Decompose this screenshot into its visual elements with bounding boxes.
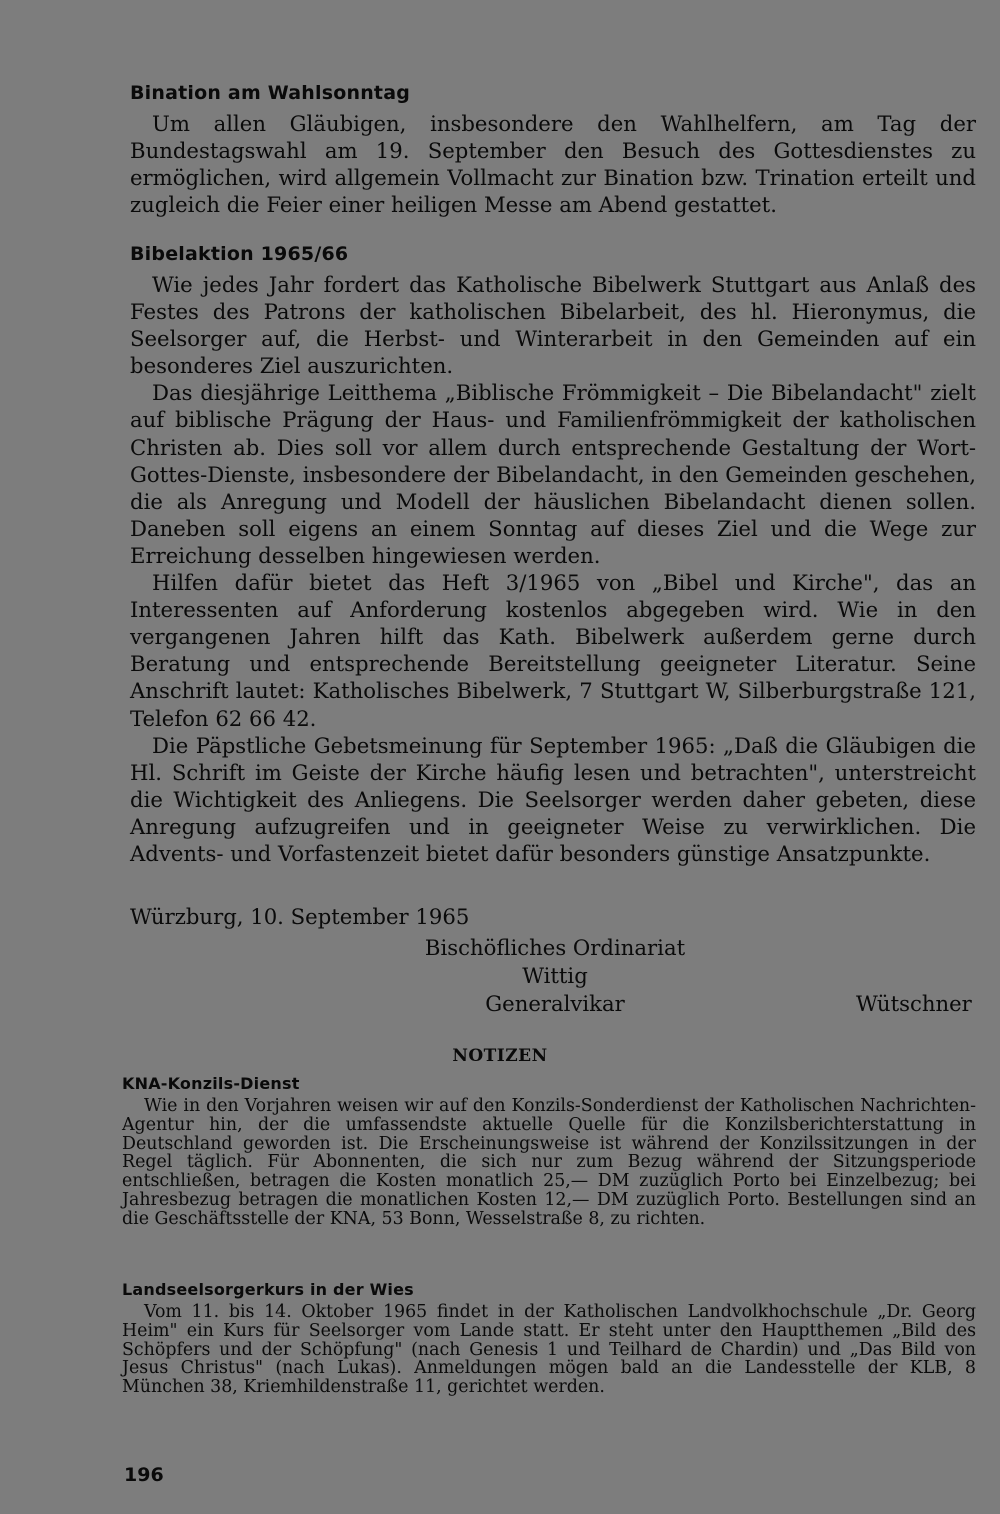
signature-name: Wittig [522, 963, 588, 988]
signature-office: Bischöfliches Ordinariat [424, 935, 686, 960]
place-date: Würzburg, 10. September 1965 [130, 904, 470, 929]
section-heading: KNA-Konzils-Dienst [122, 1074, 300, 1093]
section-heading: Bibelaktion 1965/66 [130, 243, 349, 265]
section-heading: Landseelsorgerkurs in der Wies [122, 1280, 414, 1299]
paragraph: Um allen Gläubigen, insbesondere den Wahlhelfern, am Tag der Bundestagswahl am 19. September den Besuch des Gottesdienstes zu ermöglichen, wird allgemein Vollmacht zur Bination bzw. Trination erteilt und zugleich die Feier einer heiligen Messe am Abend gestattet. [130, 111, 976, 218]
paragraph: Wie in den Vorjahren weisen wir auf den Konzils-Sonderdienst der Katholischen Nachrichten-Agentur hin, der die umfassendste aktuelle Quelle für die Konzilsberichterstattung in Deutschland geworden ist. Die Erscheinungsweise ist während der Konzilssitzungen in der Regel täglich. Für Abonnenten, die sich nur zum Bezug während der Sitzungsperiode entschließen, betragen die Kosten monatlich 25,— DM zuzüglich Porto bei Einzelbezug; bei Jahresbezug betragen die monatlichen Kosten 12,— DM zuzüglich Porto. Bestellungen sind an die Geschäftsstelle der KNA, 53 Bonn, Wesselstraße 8, zu richten. [122, 1096, 976, 1229]
page-number: 196 [124, 1464, 164, 1486]
section-bibelaktion [130, 241, 976, 867]
section-heading: Bination am Wahlsonntag [130, 82, 411, 104]
section-kna [122, 1074, 976, 1229]
paragraph: Wie jedes Jahr fordert das Katholische Bibelwerk Stuttgart aus Anlaß des Festes des Patrons der katholischen Bibelarbeit, des hl. Hieronymus, die Seelsorger auf, die Herbst- und Winterarbeit in den Gemeinden auf ein besonderes Ziel auszurichten. [130, 272, 976, 379]
signature-name-2: Wütschner [856, 991, 972, 1016]
section-bination [130, 80, 976, 218]
paragraph: Die Päpstliche Gebetsmeinung für September 1965: „Daß die Gläubigen die Hl. Schrift im Geiste der Kirche häufig lesen und betrachten", unterstreicht die Wichtigkeit des Anliegens. Die Seelsorger werden daher gebeten, diese Anregung aufzugreifen und in geeigneter Weise zu verwirklichen. Die Advents- und Vorfastenzeit bietet dafür besonders günstige Ansatzpunkte. [130, 732, 976, 866]
notizen-title: NOTIZEN [452, 1046, 548, 1066]
signature-title: Generalvikar [485, 991, 625, 1016]
paragraph: Vom 11. bis 14. Oktober 1965 findet in der Katholischen Landvolkhochschule „Dr. Georg Heim" ein Kurs für Seelsorger vom Lande statt. Er steht unter den Hauptthemen „Bild des Schöpfers und der Schöpfung" (nach Genesis 1 und Teilhard de Chardin) und „Das Bild von Jesus Christus" (nach Lukas). Anmeldungen mögen bald an die Landesstelle der KLB, 8 München 38, Kriemhildenstraße 11, gerichtet werden. [122, 1302, 976, 1398]
paragraph: Hilfen dafür bietet das Heft 3/1965 von „Bibel und Kirche", das an Interessenten auf Anforderung kostenlos abgegeben wird. Wie in den vergangenen Jahren hilft das Kath. Bibelwerk außerdem gerne durch Beratung und entsprechende Bereitstellung geeigneter Literatur. Seine Anschrift lautet: Katholisches Bibelwerk, 7 Stuttgart W, Silberburgstraße 121, Telefon 62 66 42. [130, 570, 976, 731]
paragraph: Das diesjährige Leitthema „Biblische Frömmigkeit – Die Bibelandacht" zielt auf biblische Prägung der Haus- und Familienfrömmigkeit der katholischen Christen ab. Dies soll vor allem durch entsprechende Gestaltung der Wort-Gottes-Dienste, insbesondere der Bibelandacht, in den Gemeinden geschehen, die als Anregung und Modell der häuslichen Bibelandacht dienen sollen. Daneben soll eigens an einem Sonntag auf dieses Ziel und die Wege zur Erreichung desselben hingewiesen werden. [130, 380, 976, 568]
section-landseelsorger [122, 1280, 976, 1397]
